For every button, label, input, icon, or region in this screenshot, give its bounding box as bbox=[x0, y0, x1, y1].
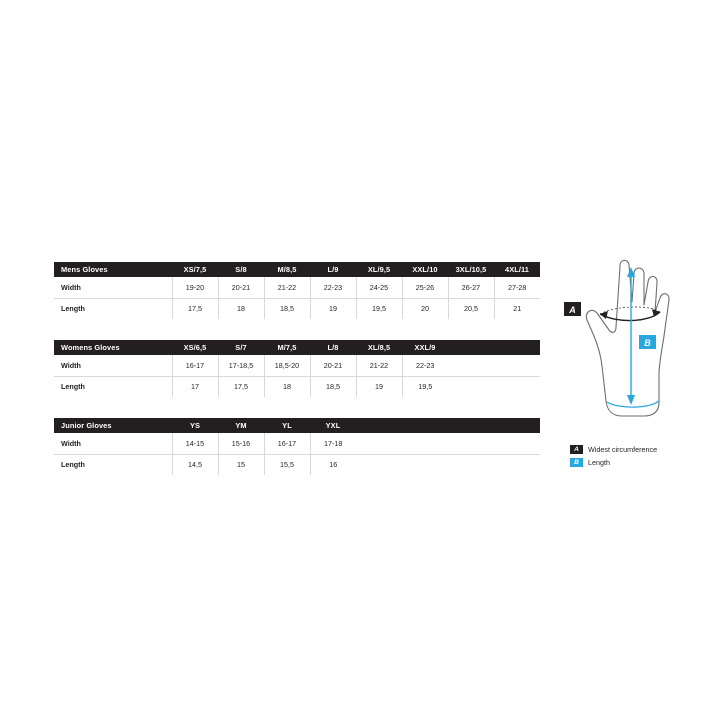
size-header: XL/9,5 bbox=[356, 262, 402, 277]
cell-value: 15-16 bbox=[218, 433, 264, 454]
cell-value: 18 bbox=[218, 298, 264, 319]
table-title: Mens Gloves bbox=[54, 262, 172, 277]
row-label: Length bbox=[54, 376, 172, 397]
table-row bbox=[54, 376, 540, 397]
size-header: M/8,5 bbox=[264, 262, 310, 277]
size-header: XS/6,5 bbox=[172, 340, 218, 355]
cell-value: 19-20 bbox=[172, 277, 218, 298]
size-header: M/7,5 bbox=[264, 340, 310, 355]
size-header: YXL bbox=[310, 418, 356, 433]
legend bbox=[570, 444, 710, 470]
cell-value: 18,5 bbox=[310, 376, 356, 397]
size-header: L/8 bbox=[310, 340, 356, 355]
cell-value: 14-15 bbox=[172, 433, 218, 454]
cell-value: 20 bbox=[402, 298, 448, 319]
table-row bbox=[54, 355, 540, 376]
size-header: XL/8,5 bbox=[356, 340, 402, 355]
size-header: S/8 bbox=[218, 262, 264, 277]
size-tables-container bbox=[54, 262, 540, 496]
cell-value: 22-23 bbox=[310, 277, 356, 298]
cell-value: 16-17 bbox=[172, 355, 218, 376]
cell-value: 18,5-20 bbox=[264, 355, 310, 376]
table-row bbox=[54, 454, 540, 475]
row-label: Width bbox=[54, 433, 172, 454]
size-header: YS bbox=[172, 418, 218, 433]
glove-hand-icon bbox=[556, 250, 706, 470]
size-header: 4XL/11 bbox=[494, 262, 540, 277]
cell-value: 19,5 bbox=[418, 382, 433, 392]
cell-value: 20-21 bbox=[218, 277, 264, 298]
cell-value: 21-22 bbox=[264, 277, 310, 298]
legend-item-b bbox=[570, 457, 710, 468]
marker-b bbox=[639, 335, 656, 349]
cell-value: 18,5 bbox=[264, 298, 310, 319]
cell-value: 21-22 bbox=[356, 355, 402, 376]
cell-value: 16 bbox=[329, 460, 338, 470]
row-label: Length bbox=[54, 298, 172, 319]
cell-value: 20-21 bbox=[310, 355, 356, 376]
table-row bbox=[54, 277, 540, 298]
cell-value: 18 bbox=[264, 376, 310, 397]
cell-value: 27-28 bbox=[494, 277, 540, 298]
row-label: Width bbox=[54, 355, 172, 376]
header-spacer bbox=[356, 418, 540, 433]
svg-text:A: A bbox=[569, 305, 576, 315]
row-spacer bbox=[356, 454, 540, 475]
table-header-row bbox=[54, 418, 540, 433]
size-header: XXL/9 bbox=[402, 340, 448, 355]
cell-value: 26-27 bbox=[448, 277, 494, 298]
cell-value: 14,5 bbox=[172, 454, 218, 475]
cell-value: 16-17 bbox=[264, 433, 310, 454]
cell-value: 19,5 bbox=[356, 298, 402, 319]
cell-value: 15,5 bbox=[264, 454, 310, 475]
size-header: XXL/10 bbox=[402, 262, 448, 277]
legend-key-a-icon: A bbox=[570, 445, 583, 454]
cell-value: 22-23 bbox=[402, 355, 448, 376]
cell-value: 19 bbox=[356, 376, 402, 397]
table-header-row bbox=[54, 262, 540, 277]
size-header: YM bbox=[218, 418, 264, 433]
cell-value: 17,5 bbox=[218, 376, 264, 397]
cell-value: 17 bbox=[172, 376, 218, 397]
table-title: Junior Gloves bbox=[54, 418, 172, 433]
table-title: Womens Gloves bbox=[54, 340, 172, 355]
table-row bbox=[54, 298, 540, 319]
legend-label-b: Length bbox=[588, 458, 610, 467]
table-header-row bbox=[54, 340, 540, 355]
cell-value: 17,5 bbox=[172, 298, 218, 319]
svg-text:B: B bbox=[644, 338, 651, 348]
cell-value: 17-18,5 bbox=[218, 355, 264, 376]
size-header: 3XL/10,5 bbox=[448, 262, 494, 277]
cell-value: 24-25 bbox=[356, 277, 402, 298]
legend-item-a bbox=[570, 444, 710, 455]
hand-measurement-diagram bbox=[556, 250, 706, 470]
row-spacer bbox=[356, 433, 540, 454]
mens-gloves-table bbox=[54, 262, 540, 319]
cell-value: 25-26 bbox=[402, 277, 448, 298]
cell-value: 19 bbox=[310, 298, 356, 319]
cell-value: 20,5 bbox=[448, 298, 494, 319]
size-header: YL bbox=[264, 418, 310, 433]
cell-value: 15 bbox=[218, 454, 264, 475]
size-header: S/7 bbox=[218, 340, 264, 355]
womens-gloves-table bbox=[54, 340, 540, 397]
row-label: Length bbox=[54, 454, 172, 475]
cell-value: 17-18 bbox=[310, 433, 356, 454]
legend-key-b-icon: B bbox=[570, 458, 583, 467]
cell-value: 21 bbox=[513, 304, 522, 314]
row-spacer bbox=[448, 355, 540, 376]
size-header: XS/7,5 bbox=[172, 262, 218, 277]
header-spacer bbox=[448, 340, 540, 355]
table-row bbox=[54, 433, 540, 454]
row-spacer bbox=[448, 376, 540, 397]
row-label: Width bbox=[54, 277, 172, 298]
marker-a bbox=[564, 302, 581, 316]
size-header: L/9 bbox=[310, 262, 356, 277]
junior-gloves-table bbox=[54, 418, 540, 475]
legend-label-a: Widest circumference bbox=[588, 445, 658, 454]
